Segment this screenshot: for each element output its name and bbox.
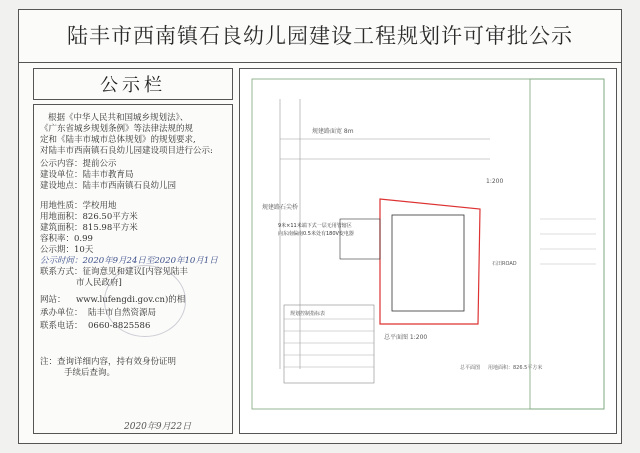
notice-line: 建设地点：陆丰市西南镇石良幼儿园 [40, 181, 177, 191]
notice-line: 《广东省城乡规划条例》等法律法规的规 [40, 124, 194, 134]
website-value: www.lufengdi.gov.cn)的相 [76, 295, 186, 305]
board-title: 公示栏 [33, 68, 233, 100]
feedback-line: 联系方式：征询意见和建议[内容见陆丰 [40, 267, 188, 277]
site-boundary [380, 199, 480, 324]
notice-line: 根据《中华人民共和国城乡规划法》、 [48, 113, 189, 123]
phone-value: 0660-8825586 [88, 321, 151, 331]
notice-date: 2020年9月22日 [124, 422, 192, 432]
drawing-frame [252, 79, 604, 409]
notice-line: 公示内容：提前公示 [40, 159, 117, 169]
publicity-dates: 公示时间：2020年9月24日至2020年10月1日 [40, 256, 218, 266]
notice-line: 定和《陆丰市城市总体规划》的规划要求, [40, 135, 196, 145]
page-title: 陆丰市西南镇石良幼儿园建设工程规划许可审批公示 [67, 24, 573, 48]
site-plan-drawing [239, 68, 617, 434]
publicity-period: 公示期：10天 [40, 245, 94, 255]
note-line: 注：查询详细内容，持有效身份证明 [40, 357, 177, 367]
mid-note-2: 向东南偏南0.5米处有180V变电器 [278, 231, 354, 237]
plan-note-right: 用地面积：826.5平方米 [488, 365, 543, 371]
plan-note-left: 总平面图 [460, 365, 481, 371]
title-divider [19, 62, 621, 63]
road-right-label: 石田ROAD [492, 261, 517, 267]
contact-value: 陆丰市自然资源局 [88, 308, 157, 318]
website-label: 网站： [40, 295, 66, 305]
title-block [530, 79, 604, 409]
land-area: 用地面积：826.50平方米 [40, 212, 138, 222]
mid-note: 9米×11米端下式一层无用管辖区 [278, 223, 352, 229]
road-top-label: 规建路面宽 8m [312, 128, 354, 135]
scale-bottom-label: 总平面图 1:200 [384, 334, 428, 341]
building-area: 建筑面积：815.98平方米 [40, 223, 138, 233]
notice-text-panel [33, 104, 233, 434]
phone-label: 联系电话： [40, 321, 83, 331]
road-left-label: 规建路石尖桥 [262, 204, 299, 211]
notice-line: 对陆丰市西南镇石良幼儿园建设项目进行公示: [40, 146, 213, 156]
notice-line: 建设单位：陆丰市教育局 [40, 170, 134, 180]
plot-ratio: 容积率：0.99 [40, 234, 93, 244]
indicator-table-title: 规划控制指标表 [290, 311, 326, 317]
site-plan-svg [240, 69, 616, 433]
contact-label: 承办单位： [40, 308, 83, 318]
building-outline [392, 215, 464, 311]
notice-sheet [18, 9, 622, 444]
land-use: 用地性质：学校用地 [40, 201, 117, 211]
feedback-line: 市人民政府] [76, 278, 122, 288]
note-line: 手续后查询。 [64, 368, 116, 378]
scale-top-label: 1:200 [486, 178, 504, 185]
